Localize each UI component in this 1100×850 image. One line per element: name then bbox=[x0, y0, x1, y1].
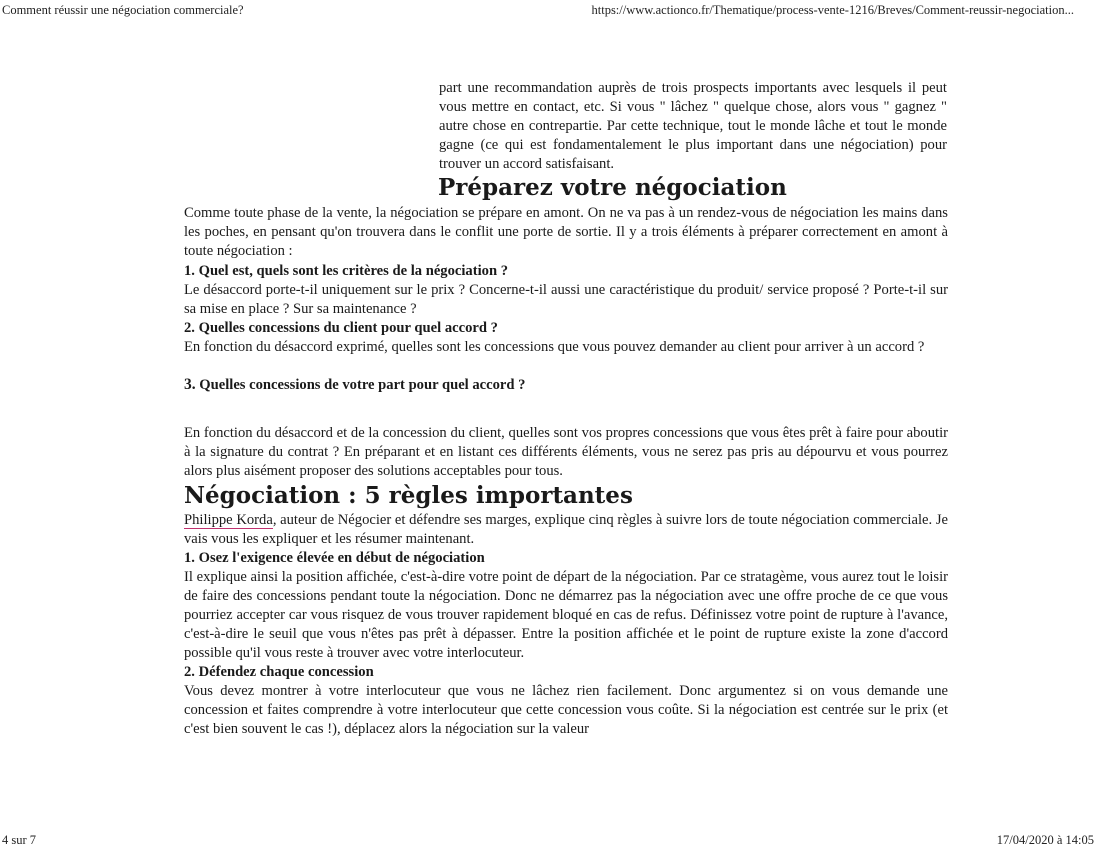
page-indicator: 4 sur 7 bbox=[2, 833, 37, 847]
section-intro-paragraph: Comme toute phase de la vente, la négociation se prépare en amont. On ne va pas à un rendez-vous de négociation les mains dans les poches, en pensant qu'on trouvera dans le conflit une porte de sortie. Il y a trois éléments à préparer correctement en amont à toute négociation : bbox=[184, 205, 948, 259]
question-3-title bbox=[184, 375, 525, 395]
rule-2-text: Vous devez montrer à votre interlocuteur que vous ne lâchez rien facilement. Donc argumentez si on vous demande une concession et faites comprendre à votre interlocuteur que cette concession vous coûte. Si la négociation est centrée sur le prix (et c'est bien souvent le cas !), déplacez alors la négociation sur la valeur bbox=[184, 683, 948, 737]
rules-intro-text: , auteur de Négocier et défendre ses marges, explique cinq règles à suivre lors de toute négociation commerciale. Je vais vous les expliquer et les résumer maintenant. bbox=[184, 512, 948, 547]
section-heading-rules: Négociation : 5 règles importantes bbox=[184, 482, 633, 509]
rule-1-title: 1. Osez l'exigence élevée en début de négociation bbox=[184, 550, 485, 566]
page-url-header: https://www.actionco.fr/Thematique/process-vente-1216/Breves/Comment-reussir-negociation... bbox=[591, 3, 1074, 17]
intro-paragraph: part une recommandation auprès de trois prospects importants avec lesquels il peut vous mettre en contact, etc. Si vous " lâchez " quelque chose, alors vous " gagnez " autre chose en contrepartie. Par cette technique, tout le monde lâche et tout le monde gagne (ce qui est fondamentalement le plus important dans une négociation) pour trouver un accord satisfaisant. bbox=[439, 80, 947, 172]
author-link-philippe-korda[interactable]: Philippe Korda bbox=[184, 512, 273, 528]
rules-intro-paragraph bbox=[184, 511, 948, 549]
question-1-text: Le désaccord porte-t-il uniquement sur le prix ? Concerne-t-il aussi une caractéristique du produit/ service proposé ? Porte-t-il sur sa mise en place ? Sur sa maintenance ? bbox=[184, 282, 948, 317]
question-1-title: 1. Quel est, quels sont les critères de la négociation ? bbox=[184, 263, 509, 279]
rule-1-text: Il explique ainsi la position affichée, c'est-à-dire votre point de départ de la négociation. Par ce stratagème, vous aurez tout le loisir de faire des concessions pendant toute la négociation. Donc ne démarrez pas la négociation avec une offre proche de ce que vous pourriez accepter car vous risquez de vous trouver rapidement bloqué en cas de refus. Définissez votre point de rupture à l'avance, c'est-à-dire le seuil que vous n'êtes pas prêt à dépasser. Entre la position affichée et le point de rupture existe la zone d'accord possible qu'il vous reste à trouver avec votre interlocuteur. bbox=[184, 569, 948, 661]
question-2-title: 2. Quelles concessions du client pour quel accord ? bbox=[184, 320, 498, 336]
question-3-number: 3. bbox=[184, 376, 196, 393]
rule-2-title: 2. Défendez chaque concession bbox=[184, 664, 374, 680]
question-2-text: En fonction du désaccord exprimé, quelles sont les concessions que vous pouvez demander au client pour arriver à un accord ? bbox=[184, 339, 925, 355]
question-3-title-text: Quelles concessions de votre part pour quel accord ? bbox=[195, 377, 526, 393]
section-heading-prepare: Préparez votre négociation bbox=[438, 174, 787, 201]
page-title-header: Comment réussir une négociation commerciale? bbox=[2, 3, 244, 17]
question-3-text: En fonction du désaccord et de la concession du client, quelles sont vos propres concessions que vous êtes prêt à faire pour aboutir à la signature du contrat ? En préparant et en listant ces différents éléments, vous ne serez pas pris au dépourvu et vous pourrez alors plus aisément proposer des solutions acceptables pour tous. bbox=[184, 425, 948, 479]
print-datetime: 17/04/2020 à 14:05 bbox=[996, 833, 1094, 847]
